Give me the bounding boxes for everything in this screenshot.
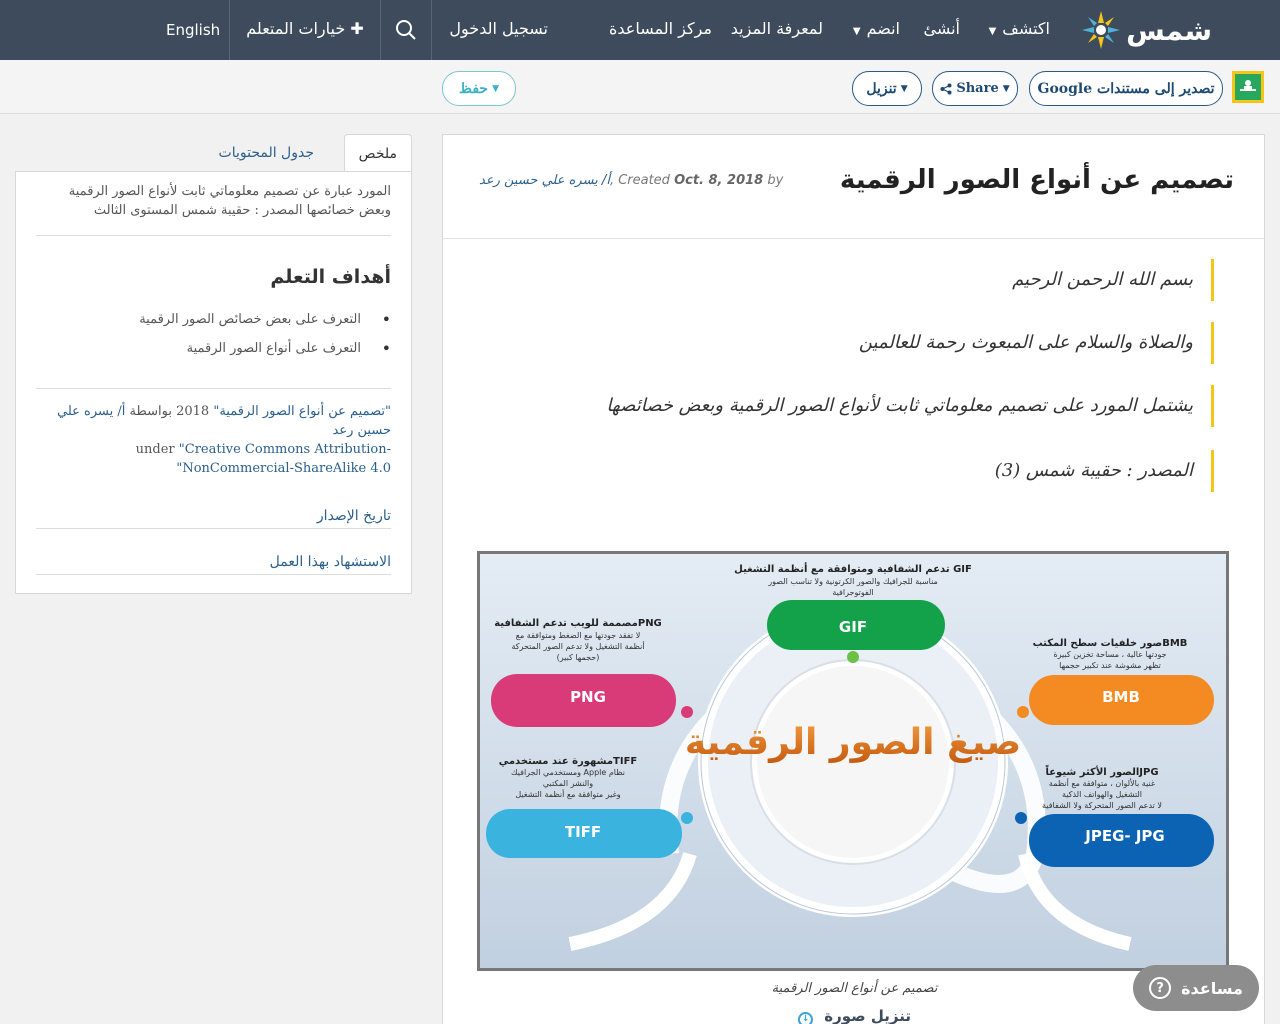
nav-learn-more-label: لمعرفة المزيد bbox=[730, 19, 823, 38]
resource-toolbar bbox=[0, 60, 1280, 114]
export-google-docs-button[interactable] bbox=[1029, 71, 1223, 106]
infographic-desc-png: لا تفقد جودتها مع الضغط ومتوافقة مع bbox=[515, 631, 641, 640]
sidebar-tabs bbox=[15, 134, 412, 172]
nav-login-label: تسجيل الدخول bbox=[449, 19, 548, 38]
chevron-down-icon: ▼ bbox=[852, 26, 861, 37]
attribution-text bbox=[36, 402, 391, 478]
content-quote: المصدر : حقيبة شمس (3) bbox=[473, 450, 1214, 492]
learner-options-menu[interactable] bbox=[230, 0, 380, 60]
nav-help-center[interactable] bbox=[609, 0, 712, 60]
infographic-desc-tiff: وغير متوافقة مع أنظمة التشغيل bbox=[515, 790, 621, 799]
share-button[interactable] bbox=[932, 71, 1018, 106]
tab-summary[interactable]: ملخص bbox=[344, 134, 412, 172]
attribution-author-link[interactable]: أ/ يسره علي حسين رعد bbox=[57, 404, 391, 438]
objectives-heading: أهداف التعلم bbox=[270, 266, 391, 288]
nav-explore[interactable] bbox=[989, 0, 1050, 60]
infographic-title-gif: GIF تدعم الشفافية ومتوافقة مع أنظمة التشغيل bbox=[734, 564, 972, 575]
infographic-desc-png: (حجمها كبير) bbox=[556, 653, 600, 662]
export-google-docs-label: تصدير إلى مستندات Google bbox=[1037, 80, 1215, 97]
infographic-title-jpg: JPGالصور الأكثر شيوعاً bbox=[1045, 767, 1159, 778]
tab-table-of-contents[interactable]: جدول المحتويات bbox=[218, 145, 314, 161]
presentation-icon[interactable] bbox=[1232, 71, 1264, 103]
sidebar-summary-panel bbox=[15, 171, 412, 594]
infographic-title-png: PNGمصممة للويب تدعم الشفافية bbox=[494, 618, 662, 629]
nav-divider bbox=[380, 0, 381, 60]
infographic-title-tiff: TIFFمشهورة عند مستخدمي bbox=[498, 756, 638, 767]
infographic-label-bmb: BMB bbox=[1102, 688, 1140, 706]
infographic-label-png: PNG bbox=[570, 688, 606, 706]
chevron-down-icon: ▼ bbox=[492, 83, 499, 94]
meta-by: by bbox=[767, 173, 784, 188]
attribution-under: under bbox=[135, 442, 175, 457]
meta-created: , Created bbox=[609, 173, 670, 188]
language-switch[interactable]: English bbox=[166, 21, 221, 39]
infographic-desc-bmb: جودتها عالية ، مساحة تخزين كبيرة bbox=[1053, 650, 1167, 659]
cite-work-link[interactable]: الاستشهاد بهذا العمل bbox=[269, 554, 391, 570]
resource-main-panel bbox=[442, 134, 1265, 1024]
help-button[interactable] bbox=[1133, 965, 1259, 1011]
infographic-title-bmb: BMBصور خلفيات سطح المكتب bbox=[1032, 638, 1188, 649]
infographic-desc-bmb: تظهر مشوشة عند تكبير حجمها bbox=[1059, 661, 1161, 670]
download-image-link[interactable] bbox=[443, 1007, 1266, 1024]
nav-create-label: أنشئ bbox=[923, 19, 960, 38]
chevron-down-icon: ▼ bbox=[988, 26, 997, 37]
nav-create[interactable] bbox=[923, 0, 960, 60]
download-label: تنزيل bbox=[866, 80, 897, 97]
nav-help-center-label: مركز المساعدة bbox=[609, 19, 712, 38]
objectives-list bbox=[36, 312, 391, 370]
meta-date: Oct. 8, 2018 bbox=[674, 173, 764, 188]
divider bbox=[36, 235, 391, 236]
infographic-image[interactable] bbox=[477, 551, 1229, 971]
search-button[interactable] bbox=[381, 0, 431, 60]
summary-text: المورد عبارة عن تصميم معلوماتي ثابت لأنواع الصور الرقمية وبعض خصائصها المصدر : حقيبة شمس المستوى الثالث bbox=[68, 184, 391, 218]
search-icon bbox=[395, 19, 417, 41]
download-dropdown-button[interactable] bbox=[852, 71, 922, 106]
nav-divider bbox=[431, 0, 432, 60]
infographic-label-jpg: JPEG- JPG bbox=[1085, 827, 1165, 845]
nav-login[interactable] bbox=[449, 0, 548, 60]
divider bbox=[36, 528, 391, 529]
license-link[interactable]: "Creative Commons Attribution-NonCommercial-ShareAlike 4.0" bbox=[176, 442, 391, 476]
divider bbox=[36, 574, 391, 575]
logo-sun-icon bbox=[1080, 9, 1122, 51]
attribution-year: 2018 بواسطة bbox=[129, 404, 210, 419]
version-history-link[interactable]: تاريخ الإصدار bbox=[316, 508, 391, 524]
content-quote: يشتمل المورد على تصميم معلوماتي ثابت لأنواع الصور الرقمية وبعض خصائصها bbox=[473, 385, 1214, 427]
learner-options-label: خيارات المتعلم bbox=[246, 19, 346, 38]
save-dropdown-button[interactable] bbox=[442, 71, 516, 106]
infographic-desc-jpg: غنية بالألوان ، متوافقة مع أنظمة bbox=[1048, 779, 1156, 788]
nav-join[interactable] bbox=[853, 0, 900, 60]
infographic-label-gif: GIF bbox=[838, 618, 868, 636]
download-circle-icon: ↓ bbox=[798, 1012, 813, 1024]
infographic-label-tiff: TIFF bbox=[564, 823, 602, 841]
list-item: • التعرف على أنواع الصور الرقمية bbox=[36, 341, 391, 370]
nav-learn-more[interactable] bbox=[731, 0, 823, 60]
save-label: حفظ bbox=[459, 80, 489, 97]
infographic-desc-png: أنظمة التشغيل ولا تدعم الصور المتحركة bbox=[511, 642, 645, 651]
help-label: مساعدة bbox=[1181, 978, 1243, 998]
nav-divider bbox=[229, 0, 230, 60]
figure-caption: تصميم عن أنواع الصور الرقمية bbox=[771, 981, 938, 996]
share-label: Share bbox=[956, 81, 999, 96]
nav-join-label: انضم bbox=[866, 19, 900, 38]
divider bbox=[36, 388, 391, 389]
infographic-desc-tiff: نظام Apple ومستخدمي الجرافيك bbox=[510, 768, 626, 777]
content-quote: بسم الله الرحمن الرحيم bbox=[473, 259, 1214, 301]
infographic-desc-jpg: لا تدعم الصور المتحركة ولا الشفافية bbox=[1041, 801, 1163, 810]
infographic-desc-gif: الفوتوجرافية bbox=[832, 588, 874, 597]
resource-sidebar bbox=[15, 134, 412, 594]
infographic-center-title: صيغ الصور الرقمية bbox=[684, 722, 1022, 763]
top-navigation bbox=[0, 0, 1280, 60]
question-icon: ? bbox=[1149, 977, 1171, 999]
resource-meta bbox=[479, 173, 783, 188]
share-icon bbox=[940, 83, 952, 95]
nav-explore-label: اكتشف bbox=[1002, 19, 1050, 38]
list-item: • التعرف على بعض خصائص الصور الرقمية bbox=[36, 312, 391, 341]
site-logo[interactable] bbox=[1080, 8, 1212, 52]
resource-header bbox=[443, 135, 1264, 239]
attribution-title-link[interactable]: "تصميم عن أنواع الصور الرقمية" bbox=[213, 404, 391, 419]
infographic-desc-gif: مناسبة للجرافيك والصور الكرتونية ولا تناسب الصور bbox=[768, 577, 938, 586]
download-image-label: تنزيل صورة bbox=[824, 1007, 911, 1024]
content-quote: والصلاة والسلام على المبعوث رحمة للعالمين bbox=[473, 322, 1214, 364]
infographic-desc-jpg: التشغيل والهواتف الذكية bbox=[1061, 790, 1143, 799]
plus-icon: ✚ bbox=[350, 19, 364, 38]
chevron-down-icon: ▼ bbox=[1002, 83, 1010, 94]
chevron-down-icon: ▼ bbox=[900, 83, 908, 94]
logo-text: شمس bbox=[1126, 13, 1212, 47]
infographic-graphic bbox=[480, 554, 1226, 968]
user-board-icon bbox=[1235, 74, 1261, 100]
author-link[interactable]: أ/ يسره علي حسين رعد bbox=[479, 173, 610, 188]
infographic-desc-tiff: والنشر المكتبي bbox=[542, 779, 594, 788]
resource-title: تصميم عن أنواع الصور الرقمية bbox=[839, 165, 1234, 195]
